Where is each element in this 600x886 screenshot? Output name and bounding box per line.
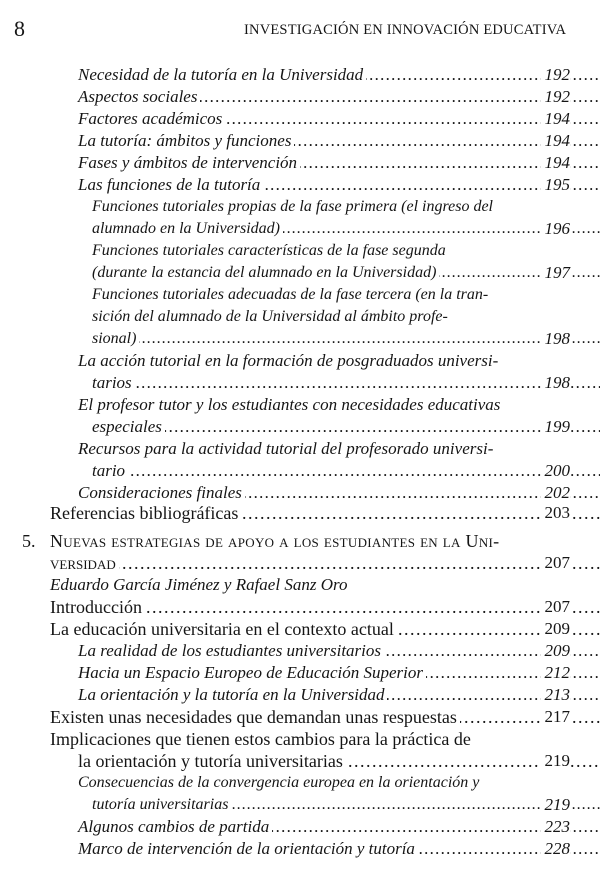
toc-entry-title-line: Funciones tutoriales características de la fase segunda bbox=[92, 242, 446, 259]
page-number: 8 bbox=[14, 16, 25, 41]
toc-entry bbox=[78, 438, 570, 482]
toc-entry-title-line: Funciones tutoriales propias de la fase primera (el ingreso del bbox=[92, 198, 493, 215]
toc-entry-page: 203 bbox=[541, 502, 571, 524]
toc-entry-page: 195 bbox=[541, 174, 571, 196]
toc-entry-title-line: especiales bbox=[92, 416, 165, 438]
toc-entry bbox=[78, 130, 570, 152]
toc-entry bbox=[78, 684, 570, 706]
toc-entry bbox=[78, 108, 570, 130]
toc-entry-title: Referencias bibliográficas bbox=[50, 502, 241, 524]
toc-entry bbox=[50, 618, 570, 640]
toc-entry-title-line: sional) bbox=[92, 328, 139, 350]
toc-entry-title: La tutoría: ámbitos y funciones bbox=[78, 130, 294, 152]
toc-entry-page: 198 bbox=[541, 372, 571, 394]
toc-entry bbox=[78, 174, 570, 196]
toc-entry-title-line: versidad bbox=[50, 552, 119, 574]
toc-entry bbox=[50, 596, 570, 618]
toc-chapter-entry bbox=[50, 530, 570, 574]
toc-entry-title: Fases y ámbitos de intervención bbox=[78, 152, 300, 174]
toc-entry-title: La educación universitaria en el contexto actual bbox=[50, 618, 397, 640]
toc-entry bbox=[50, 706, 570, 728]
toc-entry-title: La orientación y la tutoría en la Universidad bbox=[78, 684, 387, 706]
toc-entry-page: 196 bbox=[541, 218, 571, 240]
running-title: INVESTIGACIÓN EN INNOVACIÓN EDUCATIVA bbox=[244, 22, 567, 38]
toc-entry-page: 194 bbox=[541, 108, 571, 130]
toc-entry bbox=[78, 772, 570, 816]
toc-entry-page: 199 bbox=[541, 416, 571, 438]
toc-entry bbox=[78, 838, 570, 860]
toc-entry bbox=[78, 662, 570, 684]
toc-entry-page: 200 bbox=[541, 460, 571, 482]
toc-entry bbox=[78, 394, 570, 438]
toc-entry-page: 197 bbox=[541, 262, 571, 284]
toc-entry-title: Hacia un Espacio Europeo de Educación Superior bbox=[78, 662, 426, 684]
toc-entry bbox=[50, 728, 570, 772]
toc-entry bbox=[78, 482, 570, 504]
toc-entry-page: 209 bbox=[541, 618, 571, 640]
toc-entry-title: Aspectos sociales bbox=[78, 86, 200, 108]
toc-entry-title-line: tutoría universitarias bbox=[92, 794, 231, 816]
toc-entry-title-line: El profesor tutor y los estudiantes con necesidades educativas bbox=[78, 395, 501, 414]
toc-entry-page: 207 bbox=[541, 552, 571, 574]
toc-authors bbox=[50, 574, 570, 596]
toc-entry-title-line: La acción tutorial en la formación de posgraduados universi- bbox=[78, 351, 499, 370]
toc-entry-page: 207 bbox=[541, 596, 571, 618]
toc-entry-page: 202 bbox=[541, 482, 571, 504]
toc-entry-title-line: Funciones tutoriales adecuadas de la fase tercera (en la tran- bbox=[92, 286, 489, 303]
toc-entry bbox=[78, 86, 570, 108]
toc-entry-page: 219 bbox=[541, 794, 571, 816]
toc-entry bbox=[50, 502, 570, 524]
toc-entry bbox=[92, 284, 570, 350]
toc-entry bbox=[78, 152, 570, 174]
toc-entry-page: 192 bbox=[541, 86, 571, 108]
toc-entry-title: Introducción bbox=[50, 596, 145, 618]
toc-entry-page: 198 bbox=[541, 328, 571, 350]
toc-entry-page: 212 bbox=[541, 662, 571, 684]
toc-entry-title: Las funciones de la tutoría bbox=[78, 174, 263, 196]
toc-entry bbox=[92, 240, 570, 284]
toc-entry-title-line: Implicaciones que tienen estos cambios para la práctica de bbox=[50, 729, 471, 749]
toc-entry-title: Algunos cambios de partida bbox=[78, 816, 272, 838]
toc-entry-title-line: Consecuencias de la convergencia europea en la orientación y bbox=[78, 774, 480, 791]
toc-entry bbox=[78, 640, 570, 662]
toc-entry-title: Consideraciones finales bbox=[78, 482, 245, 504]
toc-entry-title-line: la orientación y tutoría universitarias bbox=[78, 750, 346, 772]
toc-entry-title-line: Nuevas estrategias de apoyo a los estudiantes en la Uni- bbox=[50, 531, 500, 551]
toc-entry-page: 219 bbox=[541, 750, 571, 772]
toc-entry-title-line: sición del alumnado de la Universidad al ámbito profe- bbox=[92, 308, 448, 325]
toc-entry bbox=[78, 64, 570, 86]
toc-entry-page: 194 bbox=[541, 152, 571, 174]
toc-entry-title-line: (durante la estancia del alumnado en la Universidad) bbox=[92, 262, 439, 284]
toc-entry-title: Marco de intervención de la orientación y tutoría bbox=[78, 838, 418, 860]
toc-entry-title: Necesidad de la tutoría en la Universidad bbox=[78, 64, 366, 86]
toc-entry-title: Factores académicos bbox=[78, 108, 225, 130]
chapter-authors: Eduardo García Jiménez y Rafael Sanz Oro bbox=[50, 575, 348, 594]
toc-entry bbox=[92, 196, 570, 240]
toc-entry-title: La realidad de los estudiantes universitarios bbox=[78, 640, 384, 662]
toc-entry-page: 228 bbox=[541, 838, 571, 860]
toc-entry-page: 209 bbox=[541, 640, 571, 662]
toc-entry-page: 217 bbox=[541, 706, 571, 728]
toc-entry bbox=[78, 350, 570, 394]
toc-entry bbox=[78, 816, 570, 838]
toc-entry-title-line: tarios bbox=[92, 372, 135, 394]
toc-entry-title: Existen unas necesidades que demandan unas respuestas bbox=[50, 706, 460, 728]
toc-entry-page: 192 bbox=[541, 64, 571, 86]
toc-entry-page: 223 bbox=[541, 816, 571, 838]
chapter-number: 5. bbox=[22, 531, 36, 551]
toc-entry-title-line: tario bbox=[92, 460, 128, 482]
toc-entry-title-line: alumnado en la Universidad) bbox=[92, 218, 283, 240]
toc-entry-page: 213 bbox=[541, 684, 571, 706]
toc-entry-page: 194 bbox=[541, 130, 571, 152]
toc-entry-title-line: Recursos para la actividad tutorial del profesorado universi- bbox=[78, 439, 494, 458]
